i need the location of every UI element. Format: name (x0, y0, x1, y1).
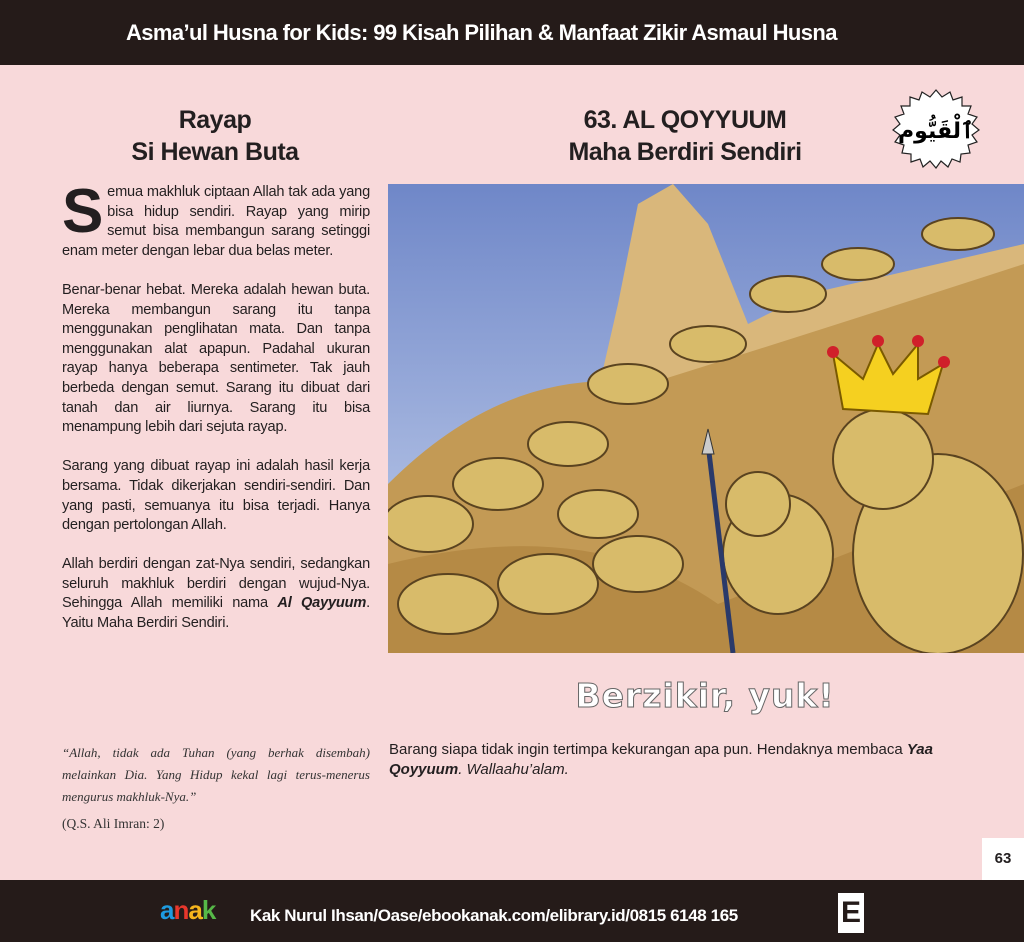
verse-reference: (Q.S. Ali Imran: 2) (62, 816, 165, 831)
verse-quote: “Allah, tidak ada Tuhan (yang berhak disembah) melainkan Dia. Yang Hidup kekal lagi terus-menerus mengurus makhluk-Nya.” (62, 745, 370, 804)
berzikir-heading: Berzikir, yuk! (575, 676, 835, 715)
arabic-text: ٱلْقَيُّوم (898, 119, 974, 144)
drop-cap: S (62, 177, 104, 246)
paragraph-4 (62, 555, 370, 633)
paragraph-1-text: emua makhluk ciptaan Allah tak ada yang bisa hidup sendiri. Rayap yang mirip semut bisa membangun sarang setinggi enam meter dengan lebar dua belas meter. (62, 184, 370, 259)
paragraph-3: Sarang yang dibuat rayap ini adalah hasil kerja bersama. Tidak dikerjakan sendiri-sendiri. Dan yang pasti, semuanya itu bisa terjadi. Hanya dengan pertolongan Allah. (62, 458, 370, 534)
zikir-caption (389, 740, 989, 780)
arabic-calligraphy-badge (890, 88, 982, 170)
zikir-name: Yaa Qoyyuum (389, 741, 933, 778)
footer-credits: Kak Nurul Ihsan/Oase/ebookanak.com/elibrary.id/0815 6148 165 (250, 906, 738, 925)
caption-end: . Wallaahu’alam. (458, 761, 569, 778)
paragraph-4-end: . Yaitu Maha Berdiri Sendiri. (62, 595, 370, 632)
termite-illustration (388, 184, 1024, 653)
ebook-anak-logo: anak (160, 895, 216, 925)
header-bar (0, 0, 1024, 65)
story-title (90, 104, 340, 168)
name-emphasis: Al Qayyuum (277, 595, 367, 612)
book-title: Asma’ul Husna for Kids: 99 Kisah Pilihan & Manfaat Zikir Asmaul Husna (126, 20, 837, 45)
caption-text: Barang siapa tidak ingin tertimpa kekurangan apa pun. Hendaknya membaca (389, 741, 907, 758)
chapter-title (530, 104, 840, 168)
chapter-meaning: Maha Berdiri Sendiri (568, 138, 802, 166)
story-title-line2: Si Hewan Buta (131, 138, 299, 166)
page-number: 63 (982, 838, 1024, 880)
paragraph-1 (62, 177, 370, 261)
story-title-line1: Rayap (178, 106, 252, 134)
paragraph-2: Benar-benar hebat. Mereka adalah hewan buta. Mereka membangun sarang itu tanpa menggunakan penglihatan mata. Dan tanpa menggunakan alat apapun. Padahal ukuran rayap hanya beberapa sentimeter. Tak jauh berbeda dengan semut. Sarang itu dibuat dari tanah dan air liurnya. Sarang itu bisa menampung lebih dari sejuta rayap. (62, 281, 370, 436)
paragraph-4-text: Allah berdiri dengan zat-Nya sendiri, sedangkan seluruh makhluk berdiri dengan wujud-Nya. Sehingga Allah memiliki nama (62, 556, 370, 612)
elibrary-icon: E (838, 893, 864, 933)
chapter-number-name: 63. AL QOYYUUM (583, 106, 787, 134)
story-body (62, 177, 370, 653)
